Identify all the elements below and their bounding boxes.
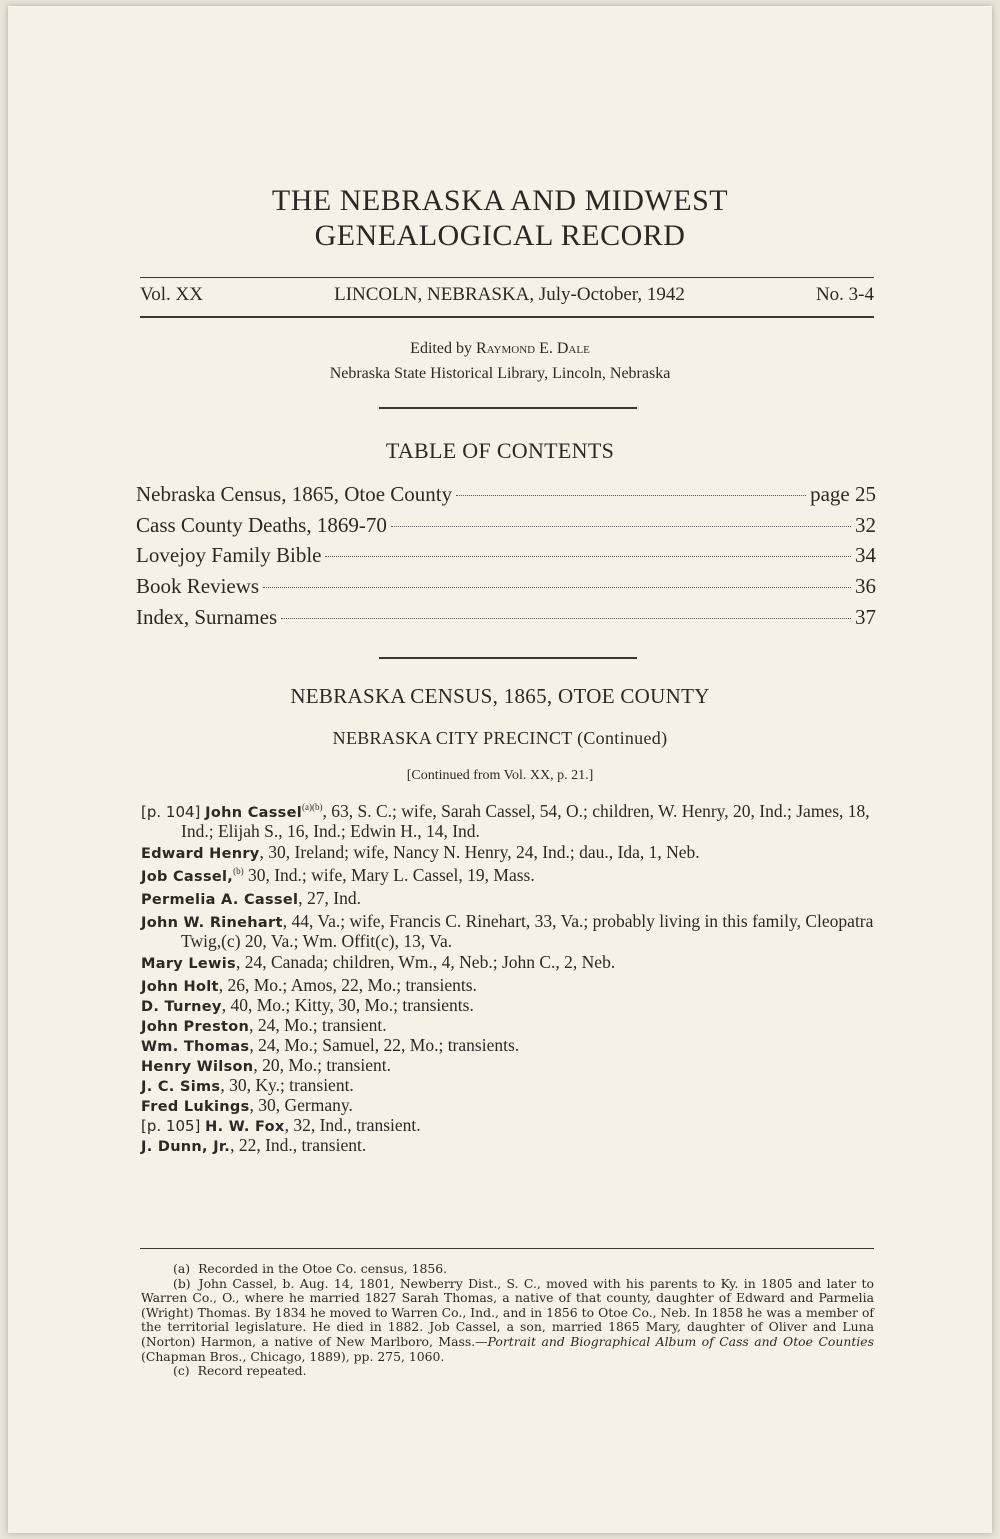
entry-details: , 30, Germany. [249,1095,353,1115]
entry-details: , 24, Mo.; transient. [249,1015,387,1035]
toc-leader [391,526,851,527]
footnote-tail: (Chapman Bros., Chicago, 1889), pp. 275, 1060. [141,1348,445,1364]
toc-item-title: Cass County Deaths, 1869-70 [136,512,387,537]
census-entry [141,1116,874,1136]
census-entry [141,866,874,886]
footnote-label: (c) [173,1363,190,1379]
section-divider-1 [379,407,637,409]
toc-item [136,543,876,574]
toc-item-page: 37 [855,604,876,629]
entry-details: , 27, Ind. [298,888,361,908]
footnotes [141,1262,874,1379]
entry-name: John Holt [141,979,219,995]
entry-details: , 24, Mo.; Samuel, 22, Mo.; transients. [249,1035,520,1055]
entry-details: 30, Ind.; wife, Mary L. Cassel, 19, Mass. [243,865,535,885]
section-divider-2 [379,657,637,659]
entry-details: , 40, Mo.; Kitty, 30, Mo.; transients. [221,995,474,1015]
entry-name: Henry Wilson [141,1059,254,1075]
census-entries [141,802,874,1156]
footnote-rule [140,1248,874,1249]
footnote-label: (b) [173,1275,191,1291]
entry-details: , 26, Mo.; Amos, 22, Mo.; transients. [218,975,477,995]
toc-leader [281,618,851,619]
entry-name: J. C. Sims [141,1079,221,1095]
census-entry [141,802,874,840]
entry-name: Permelia A. Cassel [141,892,299,908]
place-date: LINCOLN, NEBRASKA, July-October, 1942 [334,284,685,305]
toc-item-page: 36 [855,574,876,599]
footnote-marker: (a)(b) [302,802,323,813]
entry-name: J. Dunn, Jr. [141,1139,231,1155]
entry-name: John Cassel [205,805,303,821]
entry-details: , 63, S. C.; wife, Sarah Cassel, 54, O.; children, W. Henry, 20, Ind.; James, 18, Ind.; Elijah S., 16, Ind.; Edwin H., 14, Ind. [181,801,870,841]
census-entry [141,1076,874,1096]
entry-details: , 30, Ireland; wife, Nancy N. Henry, 24, Ind.; dau., Ida, 1, Neb. [259,842,700,862]
continued-note: [Continued from Vol. XX, p. 21.] [406,768,594,783]
article-subheading: NEBRASKA CITY PRECINCT (Continued) [332,728,668,748]
footnote-c [141,1364,874,1379]
footnote-text: John Cassel, b. Aug. 14, 1801, Newberry Dist., S. C., moved with his parents to Ky. in 1805 and later to Warren Co., O., where he married 1827 Sarah Thomas, a native of that county, daughter of Edward and Parmelia (Wright) Thomas. By 1834 he moved to Warren Co., Ind., and in 1856 to Otoe Co., Neb. In 1858 he was a member of the territorial legislature. He died in 1882. Job Cassel, a son, married 1865 Mary, daughter of Oliver and Luna (Norton) Harmon, a native of New Marlboro, Mass.— [141,1275,874,1349]
entry-name: Wm. Thomas [141,1039,250,1055]
journal-page [8,6,992,1533]
article-heading: NEBRASKA CENSUS, 1865, OTOE COUNTY [290,684,710,708]
table-of-contents [136,482,876,635]
page-ref: [p. 104] [141,803,206,821]
entry-details: , 30, Ky.; transient. [220,1075,354,1095]
entry-name: John W. Rinehart [141,915,283,931]
toc-item-title: Lovejoy Family Bible [136,543,322,568]
toc-item [136,513,876,544]
toc-item [136,605,876,636]
toc-item-page: 32 [855,512,876,537]
toc-leader [263,587,851,588]
entry-details: , 22, Ind., transient. [230,1135,367,1155]
footnote-citation: Portrait and Biographical Album of Cass and Otoe Counties [487,1333,874,1349]
entry-name: Fred Lukings [141,1099,250,1115]
toc-item-page: 34 [855,543,876,568]
census-entry [141,1136,874,1156]
toc-leader [325,556,851,557]
toc-item [136,574,876,605]
editor-name: Raymond E. Dale [475,340,590,357]
toc-heading: TABLE OF CONTENTS [385,438,615,463]
census-entry [141,889,874,909]
census-entry [141,912,874,950]
toc-item-title: Index, Surnames [136,604,278,629]
editor-line [8,340,992,358]
footnote-b [141,1277,874,1365]
entry-details: , 24, Canada; children, Wm., 4, Neb.; John C., 2, Neb. [235,952,616,972]
toc-item-title: Nebraska Census, 1865, Otoe County [136,482,453,506]
entry-name: Mary Lewis [141,956,236,972]
census-entry [141,953,874,973]
masthead-bottom-rule [140,316,874,318]
issue-line [140,284,874,306]
census-entry [141,976,874,996]
issue-number: No. 3-4 [815,284,874,305]
footnote-a [141,1262,874,1277]
census-entry [141,1016,874,1036]
census-entry [141,1096,874,1116]
entry-name: John Preston [141,1019,250,1035]
toc-item-page: page 25 [810,482,876,506]
census-entry [141,1036,874,1056]
footnote-text: Recorded in the Otoe Co. census, 1856. [198,1261,448,1276]
editor-affiliation: Nebraska State Historical Library, Lincoln, Nebraska [329,365,671,382]
census-entry [141,996,874,1016]
toc-item [136,482,876,513]
entry-name: D. Turney [141,999,222,1015]
entry-name: Edward Henry [141,846,260,862]
census-entry [141,843,874,863]
entry-name: Job Cassel, [141,869,234,885]
census-entry [141,1056,874,1076]
journal-title-line-2: GENEALOGICAL RECORD [314,219,686,252]
toc-leader [456,495,806,496]
entry-name: H. W. Fox [205,1119,285,1135]
entry-details: , 20, Mo.; transient. [253,1055,391,1075]
editor-prefix: Edited by [410,340,472,357]
footnote-text: Record repeated. [197,1363,307,1379]
footnote-marker: (b) [233,866,244,877]
page-ref: [p. 105] [141,1117,206,1135]
entry-details: , 44, Va.; wife, Francis C. Rinehart, 33, Va.; probably living in this family, Cleopatra Twig,(c) 20, Va.; Wm. Offit(c), 13, Va. [181,911,874,951]
entry-details: , 32, Ind., transient. [284,1115,421,1135]
footnote-label: (a) [173,1261,191,1276]
journal-title-line-1: THE NEBRASKA AND MIDWEST [271,184,729,217]
masthead-top-rule [140,277,874,278]
volume: Vol. XX [140,284,203,305]
toc-item-title: Book Reviews [136,574,260,599]
